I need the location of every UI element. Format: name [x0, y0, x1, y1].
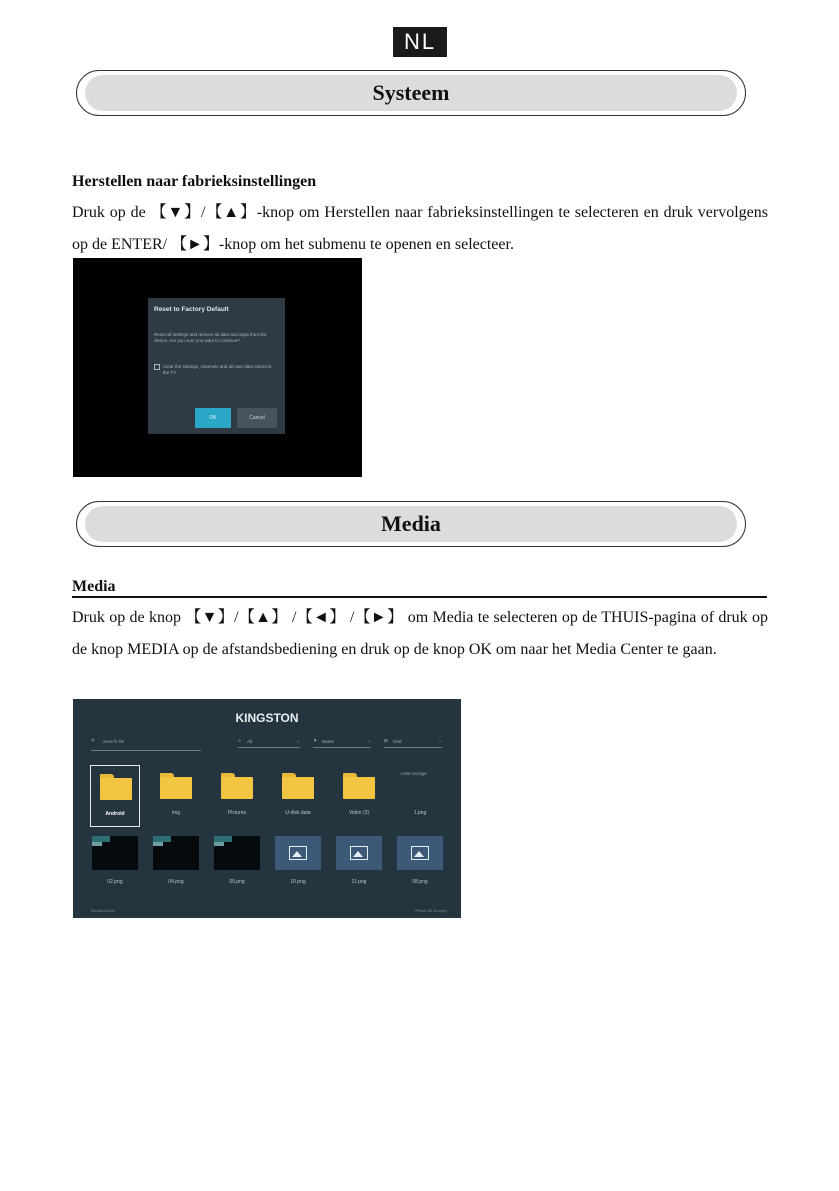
usb-item-label: 1.png	[413, 810, 427, 816]
folder-tile[interactable]	[90, 765, 140, 827]
file-label: 08.png	[412, 879, 428, 885]
media-search-input[interactable]	[91, 735, 201, 751]
filter-sort[interactable]	[313, 737, 371, 748]
media-banner	[76, 501, 746, 547]
view-icon: ⊞	[384, 738, 388, 743]
image-thumbnail	[153, 836, 199, 870]
folder-label: U-disk data	[285, 810, 311, 816]
file-tile[interactable]	[212, 834, 262, 896]
media-paragraph: Druk op de knop 【▼】/【▲】 /【◄】 /【►】 om Media te selecteren op de THUIS-pagina of druk op de knop MEDIA op de afstandsbediening en druk op de knop OK om naar het Media Center te gaan.	[72, 609, 768, 658]
factory-reset-paragraph: Druk op de 【▼】/【▲】-knop om Herstellen naar fabrieksinstellingen te selecteren en druk vervolgens op de ENTER/ 【►】-knop om het submenu te openen en selecteer.	[72, 204, 768, 253]
file-tile[interactable]	[90, 834, 140, 896]
media-heading: Media	[72, 578, 116, 595]
file-tile[interactable]	[151, 834, 201, 896]
usb-tile[interactable]	[395, 765, 445, 827]
factory-reset-dialog	[148, 298, 285, 434]
folder-tile[interactable]	[212, 765, 262, 827]
folder-tile[interactable]	[334, 765, 384, 827]
media-footer-left: Media Center	[91, 908, 116, 913]
folder-icon	[221, 773, 253, 799]
dialog-title: Reset to Factory Default	[154, 306, 229, 313]
file-tile[interactable]	[334, 834, 384, 896]
sort-icon: ▼	[313, 738, 318, 743]
media-banner-title: Media	[85, 506, 737, 542]
image-placeholder-icon	[275, 836, 321, 870]
dialog-cancel-button[interactable]: Cancel	[237, 408, 277, 428]
folder-icon	[100, 774, 132, 800]
search-placeholder: Search file	[103, 739, 125, 744]
dialog-checkbox[interactable]	[154, 364, 160, 370]
file-label: 05.png	[229, 879, 245, 885]
media-footer-right: Press OK to open	[415, 908, 447, 913]
filter-type[interactable]	[238, 737, 300, 748]
folder-label: Android	[105, 811, 125, 817]
media-center-screenshot	[73, 699, 461, 918]
factory-reset-screenshot	[73, 258, 362, 477]
image-placeholder-icon	[336, 836, 382, 870]
folder-label: Video (3)	[348, 810, 370, 816]
folder-label: img	[171, 810, 181, 816]
media-center-title: KINGSTON	[235, 711, 299, 725]
chevron-down-icon: ⌄	[296, 738, 300, 743]
dialog-body: Reset all settings and remove all data and apps from the device. Are you sure you want to continue?	[154, 332, 267, 343]
file-label: 02.png	[107, 879, 123, 885]
folder-icon	[343, 773, 375, 799]
folder-tile[interactable]	[273, 765, 323, 827]
image-placeholder-icon	[397, 836, 443, 870]
filter-label: All	[247, 739, 253, 744]
image-thumbnail	[214, 836, 260, 870]
factory-reset-heading: Herstellen naar fabrieksinstellingen	[72, 173, 317, 190]
search-icon: ⌕	[91, 737, 95, 744]
image-thumbnail	[92, 836, 138, 870]
folder-icon	[282, 773, 314, 799]
chevron-down-icon: ⌄	[367, 738, 371, 743]
systeem-banner	[76, 70, 746, 116]
dialog-ok-button[interactable]: OK	[195, 408, 231, 428]
file-tile[interactable]	[395, 834, 445, 896]
dialog-checkbox-label: Clear the settings, channels and all user data stored in the TV	[163, 364, 272, 375]
media-heading-rule	[72, 596, 767, 598]
sort-label: Name	[322, 739, 335, 744]
filter-view[interactable]	[384, 737, 442, 748]
file-label: 10.png	[290, 879, 306, 885]
systeem-banner-title: Systeem	[85, 75, 737, 111]
folder-icon	[160, 773, 192, 799]
chevron-down-icon: ⌄	[438, 738, 442, 743]
view-label: Grid	[393, 739, 402, 744]
usb-icon: USB storage	[401, 771, 427, 776]
file-tile[interactable]	[273, 834, 323, 896]
filter-icon: ≡	[238, 738, 241, 743]
language-badge: NL	[393, 27, 447, 57]
folder-tile[interactable]	[151, 765, 201, 827]
file-label: 04.png	[168, 879, 184, 885]
folder-label: Pictures	[227, 810, 247, 816]
file-label: 11.png	[351, 879, 367, 885]
